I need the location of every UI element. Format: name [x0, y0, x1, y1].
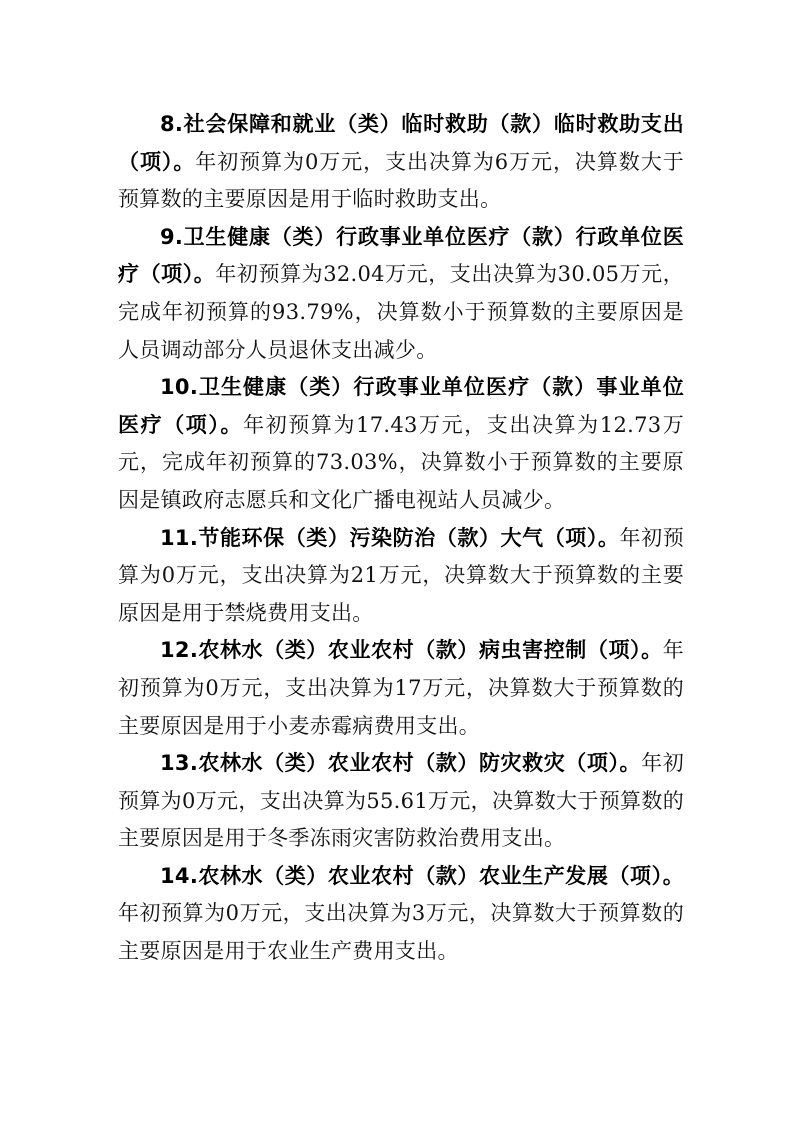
item-heading: 11.节能环保（类）污染防治（款）大气（项）。	[160, 525, 620, 550]
expenditure-item-11	[118, 520, 684, 633]
item-text: 年初预算为0万元，支出决算为3万元，决算数大于预算数的主要原因是用于农业生产费用支出。	[118, 901, 684, 964]
item-text: 年初预算为32.04万元，支出决算为30.05万元，完成年初预算的93.79%，决算数小于预算数的主要原因是人员调动部分人员退休支出减少。	[118, 262, 684, 362]
expenditure-item-14	[118, 858, 684, 971]
item-heading: 12.农林水（类）农业农村（款）病虫害控制（项）。	[160, 638, 663, 663]
item-heading: 8.社会保障和就业（类）临时救助（款）临时救助支出（项）。	[118, 112, 684, 174]
item-text: 年初预算为0万元，支出决算为21万元，决算数大于预算数的主要原因是用于禁烧费用支出。	[118, 525, 684, 625]
item-heading: 9.卫生健康（类）行政事业单位医疗（款）行政单位医疗（项）。	[118, 224, 684, 287]
expenditure-item-10	[118, 369, 684, 519]
document-body	[118, 106, 684, 971]
item-text: 年初预算为0万元，支出决算为55.61万元，决算数大于预算数的主要原因是用于冬季冻雨灾害防救治费用支出。	[118, 751, 684, 851]
item-text: 年初预算为0万元，支出决算为17万元，决算数大于预算数的主要原因是用于小麦赤霉病费用支出。	[118, 638, 684, 738]
item-heading: 10.卫生健康（类）行政事业单位医疗（款）事业单位医疗（项）。	[118, 375, 684, 437]
item-text: 年初预算为0万元，支出决算为6万元，决算数大于预算数的主要原因是用于临时救助支出。	[118, 149, 684, 212]
expenditure-item-8	[118, 106, 684, 219]
expenditure-item-12	[118, 632, 684, 745]
item-text: 年初预算为17.43万元，支出决算为12.73万元，完成年初预算的73.03%，决算数小于预算数的主要原因是镇政府志愿兵和文化广播电视站人员减少。	[118, 412, 684, 512]
item-heading: 14.农林水（类）农业农村（款）农业生产发展（项）。	[160, 863, 684, 888]
expenditure-item-9	[118, 219, 684, 369]
expenditure-item-13	[118, 745, 684, 858]
item-heading: 13.农林水（类）农业农村（款）防灾救灾（项）。	[160, 751, 642, 776]
